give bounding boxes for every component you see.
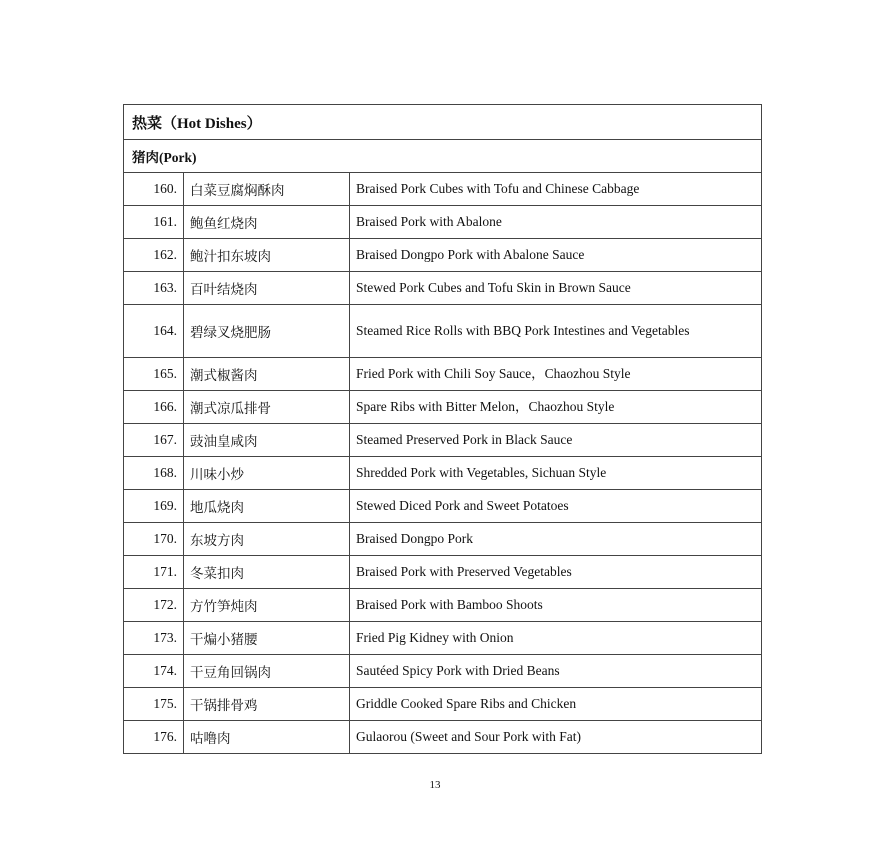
- dish-name-chinese: 地瓜烧肉: [184, 490, 350, 523]
- dish-name-english: Steamed Preserved Pork in Black Sauce: [350, 424, 762, 457]
- dish-number: 164.: [124, 305, 184, 358]
- table-row: [124, 556, 762, 589]
- dish-name-chinese: 潮式椒酱肉: [184, 358, 350, 391]
- table-row: [124, 239, 762, 272]
- dish-name-english: Steamed Rice Rolls with BBQ Pork Intestines and Vegetables: [350, 305, 762, 358]
- dish-number: 163.: [124, 272, 184, 305]
- dish-number: 173.: [124, 622, 184, 655]
- table-row: [124, 206, 762, 239]
- dish-name-english: Spare Ribs with Bitter Melon，Chaozhou Style: [350, 391, 762, 424]
- table-row: [124, 358, 762, 391]
- dish-name-english: Fried Pig Kidney with Onion: [350, 622, 762, 655]
- table-row: [124, 391, 762, 424]
- dish-name-chinese: 冬菜扣肉: [184, 556, 350, 589]
- table-row: [124, 490, 762, 523]
- dish-number: 174.: [124, 655, 184, 688]
- dish-name-chinese: 鲍鱼红烧肉: [184, 206, 350, 239]
- dish-name-chinese: 鲍汁扣东坡肉: [184, 239, 350, 272]
- table-row: [124, 457, 762, 490]
- section-subtitle-row: [124, 140, 762, 173]
- dish-name-english: Stewed Diced Pork and Sweet Potatoes: [350, 490, 762, 523]
- dish-name-english: Braised Pork with Abalone: [350, 206, 762, 239]
- dish-name-english: Braised Dongpo Pork: [350, 523, 762, 556]
- dish-name-chinese: 豉油皇咸肉: [184, 424, 350, 457]
- section-title-row: [124, 105, 762, 140]
- page-number: 13: [429, 779, 441, 791]
- dish-name-english: Griddle Cooked Spare Ribs and Chicken: [350, 688, 762, 721]
- table-row: [124, 655, 762, 688]
- dish-name-chinese: 碧绿叉烧肥肠: [184, 305, 350, 358]
- dish-number: 168.: [124, 457, 184, 490]
- dish-number: 162.: [124, 239, 184, 272]
- dish-name-english: Gulaorou (Sweet and Sour Pork with Fat): [350, 721, 762, 754]
- table-row: [124, 721, 762, 754]
- dish-number: 175.: [124, 688, 184, 721]
- dish-number: 172.: [124, 589, 184, 622]
- table-row: [124, 523, 762, 556]
- dish-name-english: Sautéed Spicy Pork with Dried Beans: [350, 655, 762, 688]
- dish-name-english: Shredded Pork with Vegetables, Sichuan Style: [350, 457, 762, 490]
- dish-name-chinese: 川味小炒: [184, 457, 350, 490]
- dish-name-chinese: 干豆角回锅肉: [184, 655, 350, 688]
- dish-number: 165.: [124, 358, 184, 391]
- dish-name-english: Braised Dongpo Pork with Abalone Sauce: [350, 239, 762, 272]
- table-row: [124, 173, 762, 206]
- dish-name-english: Braised Pork with Bamboo Shoots: [350, 589, 762, 622]
- dish-number: 160.: [124, 173, 184, 206]
- dish-name-chinese: 咕噜肉: [184, 721, 350, 754]
- dish-number: 171.: [124, 556, 184, 589]
- dish-name-chinese: 潮式凉瓜排骨: [184, 391, 350, 424]
- dish-name-english: Stewed Pork Cubes and Tofu Skin in Brown Sauce: [350, 272, 762, 305]
- dish-number: 161.: [124, 206, 184, 239]
- section-title: 热菜（Hot Dishes）: [124, 105, 762, 140]
- dish-name-chinese: 百叶结烧肉: [184, 272, 350, 305]
- dish-name-chinese: 干煸小猪腰: [184, 622, 350, 655]
- table-row: [124, 688, 762, 721]
- table-row: [124, 272, 762, 305]
- dish-number: 166.: [124, 391, 184, 424]
- dish-name-chinese: 方竹笋炖肉: [184, 589, 350, 622]
- table-row: [124, 589, 762, 622]
- dish-name-english: Braised Pork Cubes with Tofu and Chinese Cabbage: [350, 173, 762, 206]
- section-subtitle: 猪肉(Pork): [124, 140, 762, 173]
- dish-name-chinese: 干锅排骨鸡: [184, 688, 350, 721]
- menu-table: [123, 104, 762, 754]
- dish-name-english: Braised Pork with Preserved Vegetables: [350, 556, 762, 589]
- table-row: [124, 424, 762, 457]
- dish-name-chinese: 东坡方肉: [184, 523, 350, 556]
- dish-name-english: Fried Pork with Chili Soy Sauce，Chaozhou Style: [350, 358, 762, 391]
- table-row: [124, 622, 762, 655]
- table-row: [124, 305, 762, 358]
- dish-name-chinese: 白菜豆腐焖酥肉: [184, 173, 350, 206]
- dish-number: 170.: [124, 523, 184, 556]
- dish-number: 167.: [124, 424, 184, 457]
- dish-number: 176.: [124, 721, 184, 754]
- dish-number: 169.: [124, 490, 184, 523]
